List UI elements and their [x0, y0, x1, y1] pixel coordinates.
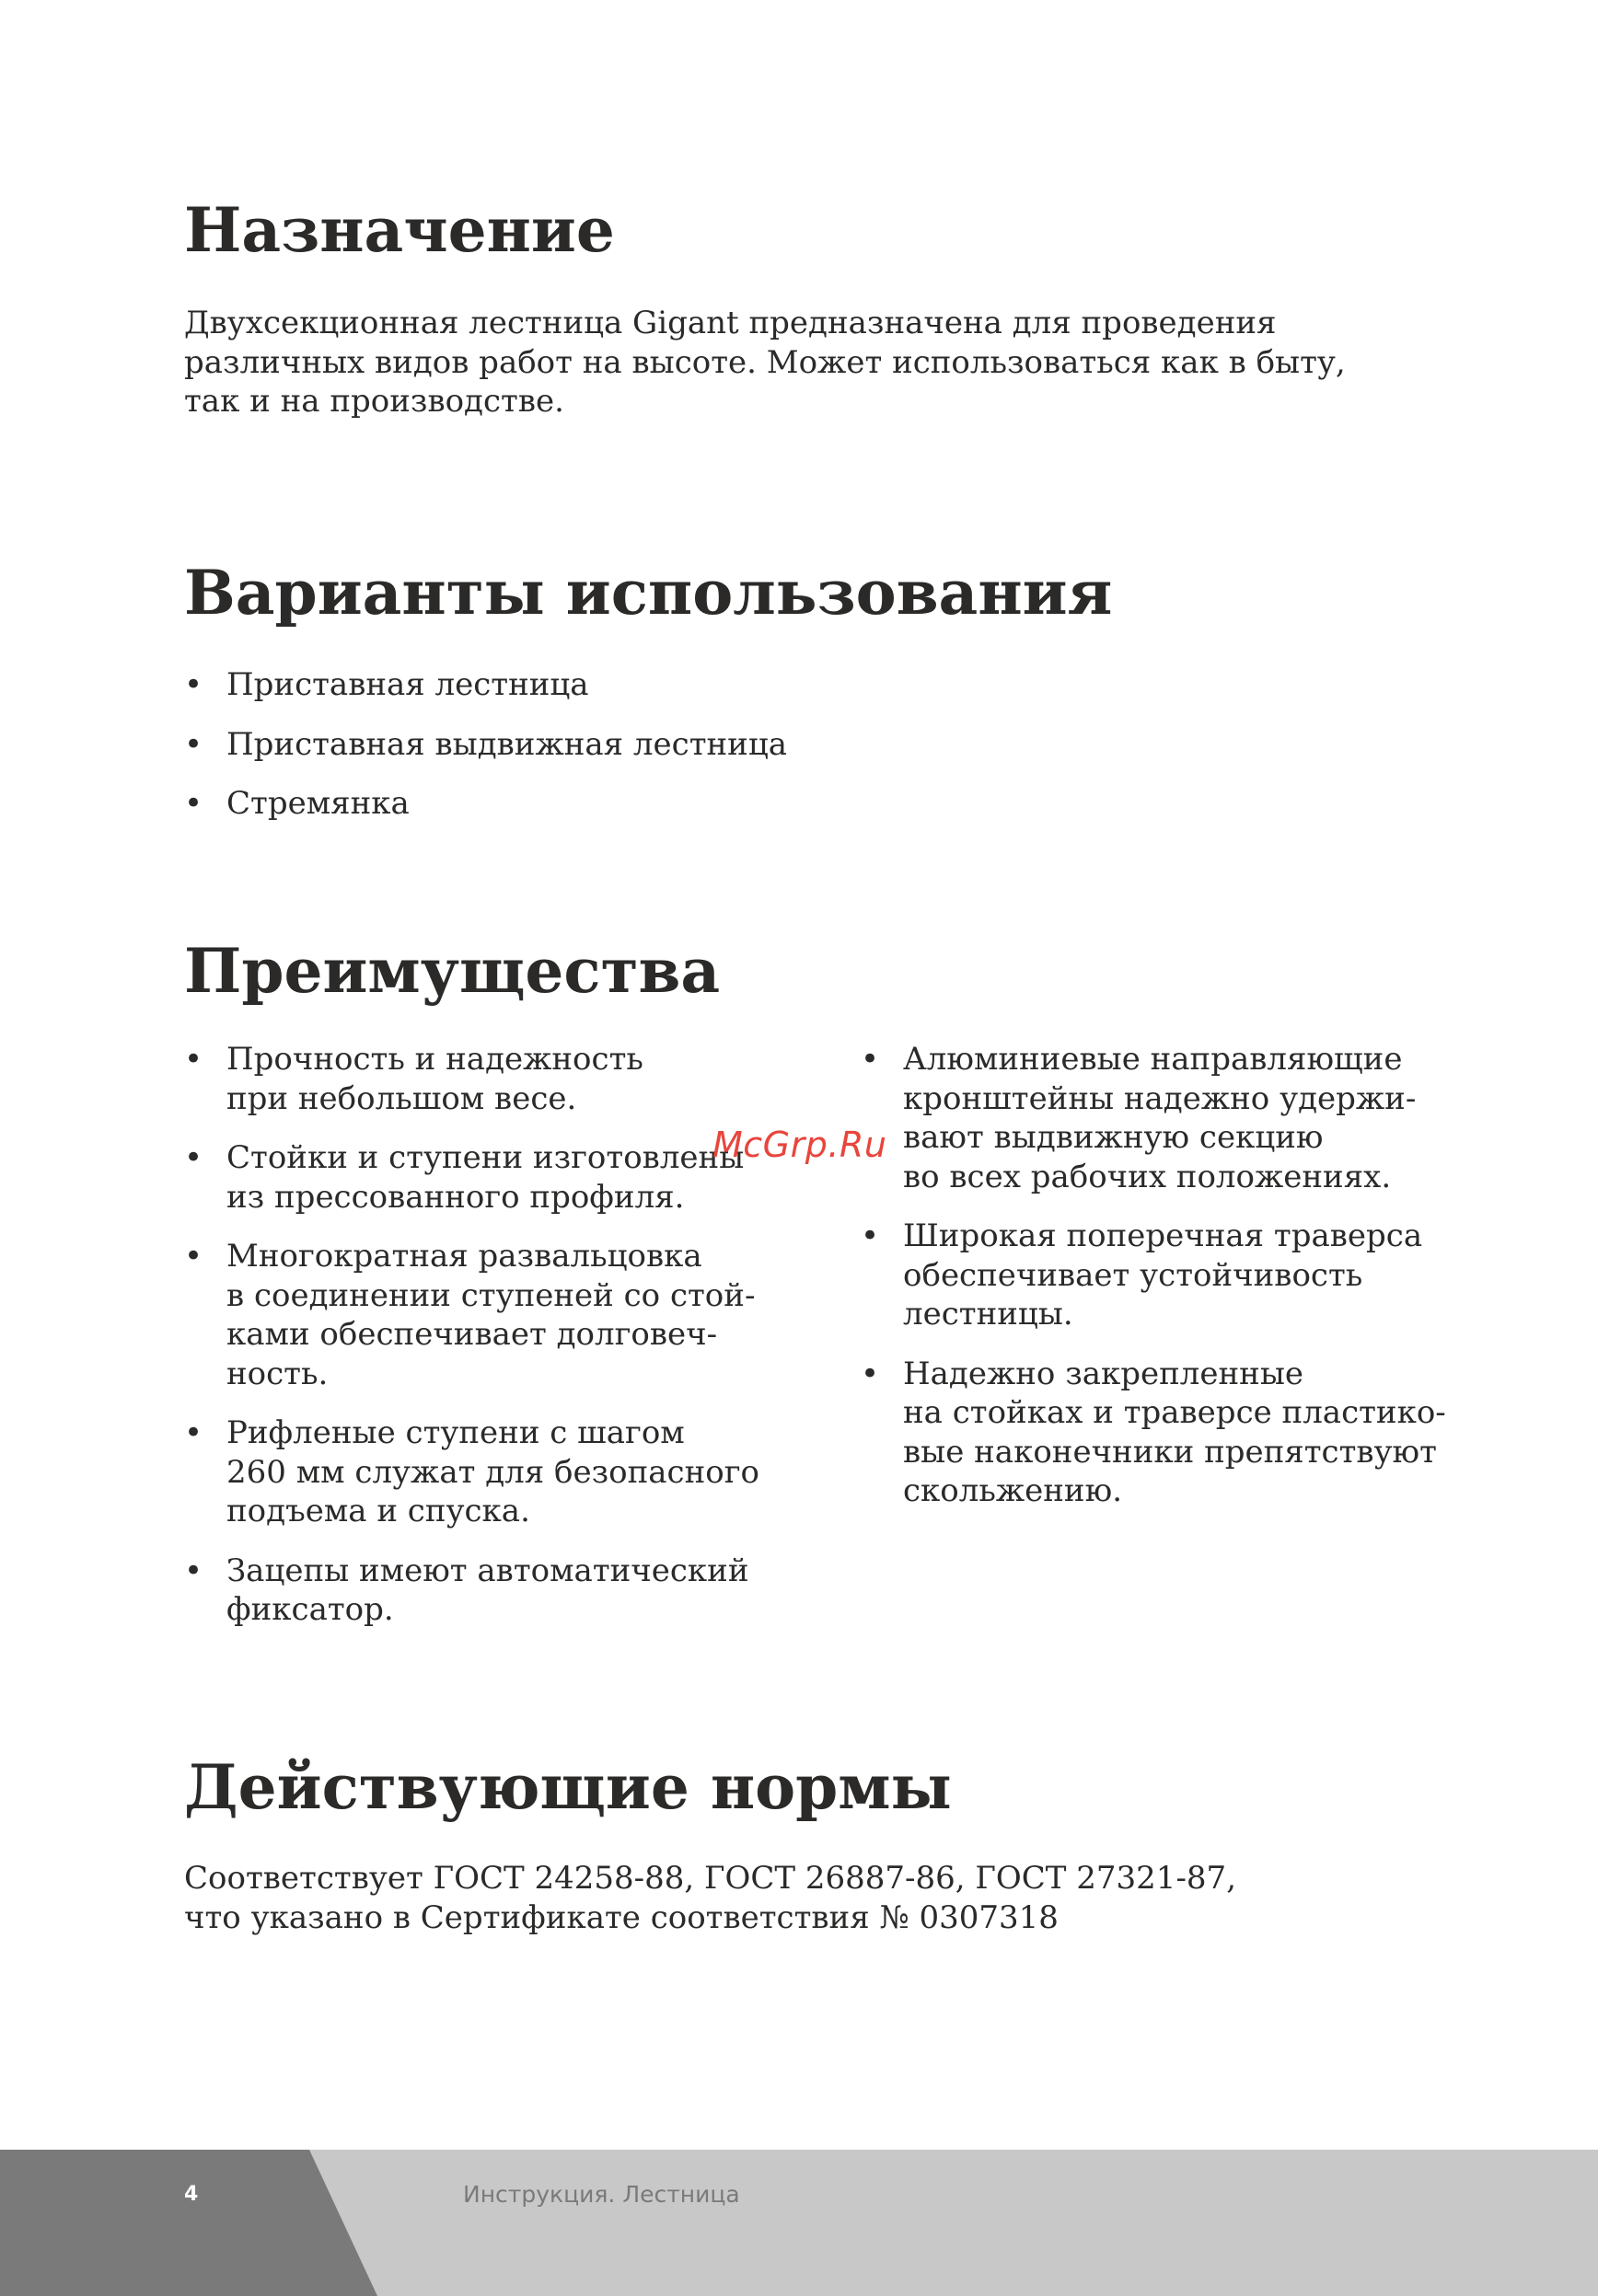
footer-page-tab: [0, 2150, 387, 2296]
list-item: • Стремянка: [184, 785, 410, 822]
purpose-heading: Назначение: [184, 194, 615, 266]
advantages-right-list: [861, 1040, 1446, 1511]
list-item: • Приставная выдвижная лестница: [184, 725, 787, 763]
bullet-icon: •: [184, 666, 203, 703]
bullet-icon: •: [184, 1139, 203, 1176]
bullet-icon: •: [184, 1041, 203, 1078]
advantages-heading: Преимущества: [184, 935, 721, 1007]
purpose-line: Двухсекционная лестница Gigant предназначена для проведения: [184, 305, 1277, 341]
usage-heading: Варианты использования: [184, 557, 1113, 629]
bullet-icon: •: [184, 785, 203, 822]
bullet-icon: •: [861, 1217, 880, 1254]
list-item: • Алюминиевые направляющие кронштейны надежно удержи- вают выдвижную секцию во всех рабочих положениях.: [861, 1041, 1417, 1195]
bullet-icon: •: [184, 1552, 203, 1589]
watermark: McGrp.Ru: [712, 1125, 887, 1165]
advantages-left-list: [184, 1040, 759, 1630]
bullet-icon: •: [184, 725, 203, 763]
list-item: • Широкая поперечная траверса обеспечивает устойчивость лестницы.: [861, 1217, 1423, 1333]
norms-heading: Действующие нормы: [184, 1751, 952, 1823]
list-item: • Прочность и надежность при небольшом весе.: [184, 1041, 643, 1117]
norms-line: что указано в Сертификате соответствия № 0307318: [184, 1898, 1059, 1936]
norms-paragraph: [184, 1859, 1236, 1937]
purpose-paragraph: [184, 304, 1346, 421]
usage-list: [184, 665, 787, 824]
list-item: • Зацепы имеют автоматический фиксатор.: [184, 1552, 749, 1628]
list-item: • Многократная развальцовка в соединении ступеней со стой- ками обеспечивает долговеч- ность.: [184, 1238, 756, 1392]
purpose-line: различных видов работ на высоте. Может использоваться как в быту,: [184, 343, 1346, 381]
purpose-line: так и на производстве.: [184, 383, 564, 420]
page-number: 4: [184, 2183, 199, 2206]
bullet-icon: •: [861, 1041, 880, 1078]
bullet-icon: •: [184, 1414, 203, 1451]
bullet-icon: •: [861, 1355, 880, 1392]
list-item: • Рифленые ступени с шагом 260 мм служат для безопасного подъема и спуска.: [184, 1414, 759, 1529]
document-title: Инструкция. Лестница: [463, 2181, 740, 2208]
bullet-icon: •: [184, 1238, 203, 1275]
norms-line: Соответствует ГОСТ 24258-88, ГОСТ 26887-86, ГОСТ 27321-87,: [184, 1860, 1237, 1897]
list-item: • Стойки и ступени изготовлены из прессованного профиля.: [184, 1139, 745, 1216]
list-item: • Приставная лестница: [184, 666, 589, 703]
list-item: • Надежно закрепленные на стойках и траверсе пластико- вые наконечники препятствуют скольжению.: [861, 1355, 1446, 1509]
